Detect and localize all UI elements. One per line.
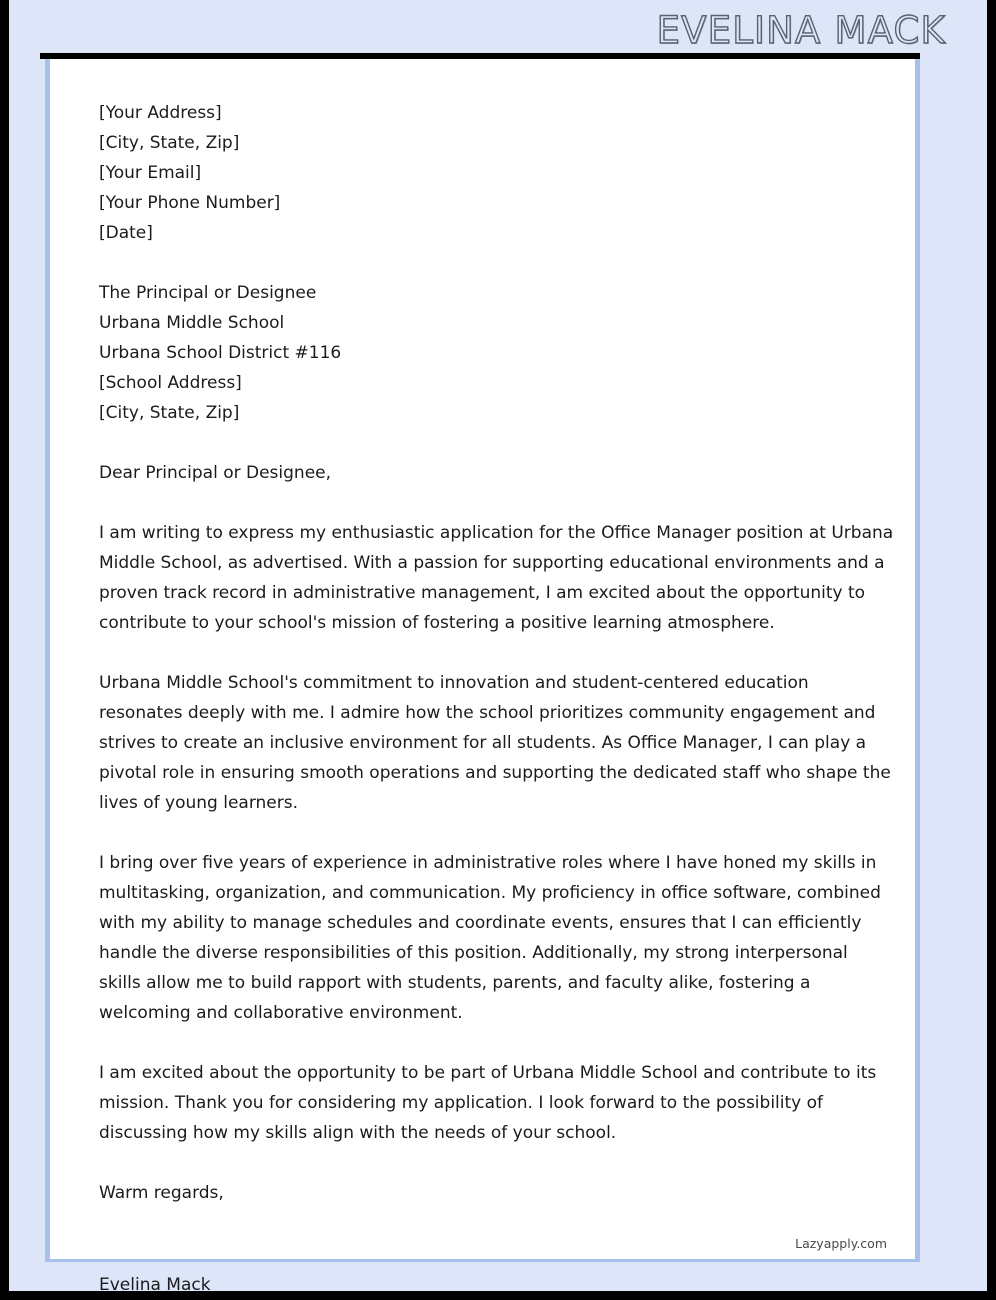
body-paragraph-4: I am excited about the opportunity to be part of Urbana Middle School and contribute to its mission. Thank you for considering my application. I look forward to the possibility of discussing how my skills align with the needs of your school. — [99, 1063, 877, 1143]
recipient-city-line: [City, State, Zip] — [99, 403, 240, 423]
recipient-school-line: Urbana Middle School — [99, 313, 285, 333]
recipient-address-line: [School Address] — [99, 373, 242, 393]
cover-letter-page — [45, 59, 920, 1262]
letter-body — [99, 98, 894, 1238]
document-header — [0, 0, 996, 53]
body-paragraph-1: I am writing to express my enthusiastic application for the Office Manager position at Urbana Middle School, as advertised. With a passion for supporting educational environments and a proven track record in administrative management, I am excited about the opportunity to contribute to your school's mission of fostering a positive learning atmosphere. — [99, 523, 894, 633]
lazyapply-watermark: Lazyapply.com — [795, 1236, 887, 1251]
closing-salutation: Warm regards, — [99, 1183, 224, 1203]
header-divider-rule — [40, 53, 920, 59]
sender-date-line: [Date] — [99, 223, 153, 243]
sender-address-block — [99, 98, 894, 248]
sender-address-line: [Your Address] — [99, 103, 222, 123]
body-paragraph-3: I bring over five years of experience in administrative roles where I have honed my skills in multitasking, organization, and communication. My proficiency in office software, combined with my ability to manage schedules and coordinate events, ensures that I can efficiently handle the diverse responsibilities of this position. Additionally, my strong interpersonal skills allow me to build rapport with students, parents, and faculty alike, fostering a welcoming and collaborative environment. — [99, 853, 881, 1023]
recipient-title-line: The Principal or Designee — [99, 283, 317, 303]
signature-name: Evelina Mack — [99, 1275, 211, 1295]
sender-email-line: [Your Email] — [99, 163, 202, 183]
sender-city-line: [City, State, Zip] — [99, 133, 240, 153]
salutation: Dear Principal or Designee, — [99, 463, 332, 483]
body-paragraph-2: Urbana Middle School's commitment to innovation and student-centered education resonates deeply with me. I admire how the school prioritizes community engagement and strives to create an inclusive environment for all students. As Office Manager, I can play a pivotal role in ensuring smooth operations and supporting the dedicated staff who shape the lives of young learners. — [99, 673, 891, 813]
sender-phone-line: [Your Phone Number] — [99, 193, 281, 213]
recipient-address-block — [99, 278, 894, 428]
recipient-district-line: Urbana School District #116 — [99, 343, 342, 363]
applicant-name-heading: EVELINA MACK — [656, 9, 946, 52]
